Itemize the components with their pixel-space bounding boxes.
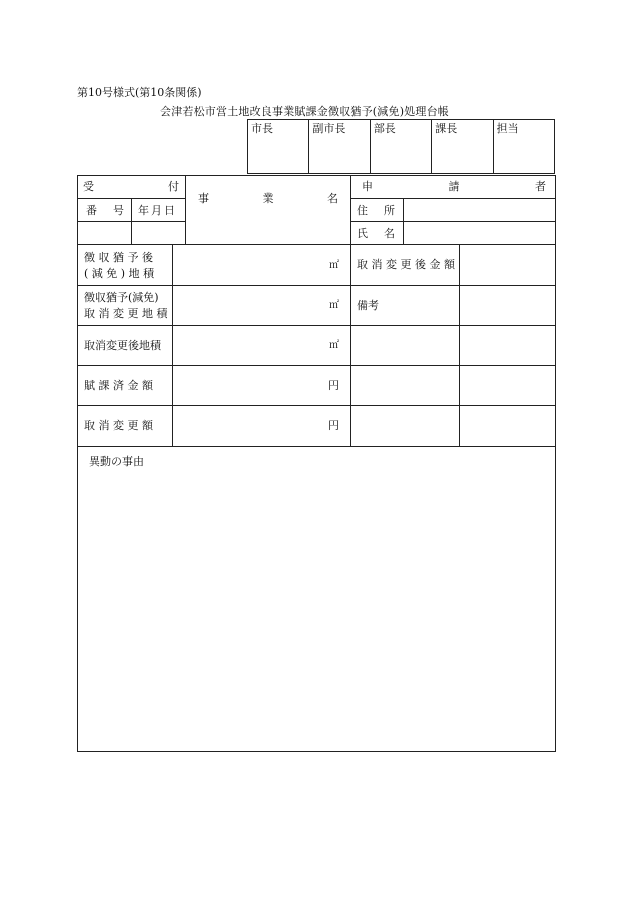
- number-char-1: 番: [86, 204, 97, 217]
- row4-unit: 円: [328, 379, 339, 392]
- row4-label: 賦 課 済 金 額: [84, 379, 153, 392]
- approval-cell-department-head: 部長: [370, 119, 431, 174]
- date-label: 年月日: [138, 204, 177, 217]
- address-char-1: 住: [357, 204, 368, 217]
- remarks-label: 備考: [357, 299, 379, 312]
- approval-cell-section-chief: 課長: [431, 119, 492, 174]
- approval-stamp-row: [247, 119, 555, 174]
- approval-cell-person-in-charge: 担当: [493, 119, 555, 174]
- reception-char-1: 受: [83, 180, 94, 193]
- cancel-amount-label: 取 消 変 更 後 金 額: [357, 258, 455, 271]
- approval-cell-mayor: 市長: [247, 119, 308, 174]
- address-label: [357, 204, 395, 217]
- applicant-char-1: 申: [362, 180, 373, 193]
- form-number: 第10号様式(第10条関係): [77, 86, 202, 99]
- project-char-3: 名: [327, 192, 338, 205]
- reception-char-2: 付: [168, 180, 179, 193]
- row2-label-line1: 徴収猶予(減免): [84, 291, 159, 304]
- name-char-2: 名: [384, 227, 395, 240]
- project-char-2: 業: [262, 192, 274, 205]
- number-label: [86, 204, 124, 217]
- row3-unit: ㎡: [329, 340, 339, 351]
- project-char-1: 事: [198, 192, 209, 205]
- name-label: [357, 227, 395, 240]
- applicant-header: [362, 180, 546, 193]
- reason-for-change-label: 異動の事由: [89, 455, 144, 468]
- address-char-2: 所: [384, 204, 395, 217]
- number-char-2: 号: [113, 204, 124, 217]
- row5-label: 取 消 変 更 額: [84, 419, 153, 432]
- document-title: 会津若松市営土地改良事業賦課金徴収猶予(減免)処理台帳: [160, 105, 449, 118]
- row1-label-line2: ( 減 免 ) 地 積: [84, 267, 155, 280]
- row2-label-line2: 取 消 変 更 地 積: [84, 307, 168, 320]
- row3-label: 取消変更後地積: [84, 339, 161, 352]
- reception-header: [83, 180, 179, 193]
- project-name-header: [198, 192, 338, 205]
- row2-unit: ㎡: [329, 300, 339, 311]
- approval-cell-deputy-mayor: 副市長: [308, 119, 369, 174]
- row5-unit: 円: [328, 419, 339, 432]
- applicant-char-3: 者: [535, 180, 546, 193]
- row1-unit: ㎡: [329, 260, 339, 271]
- applicant-char-2: 請: [448, 180, 460, 193]
- row1-label-line1: 徴 収 猶 予 後: [84, 251, 153, 264]
- name-char-1: 氏: [357, 227, 368, 240]
